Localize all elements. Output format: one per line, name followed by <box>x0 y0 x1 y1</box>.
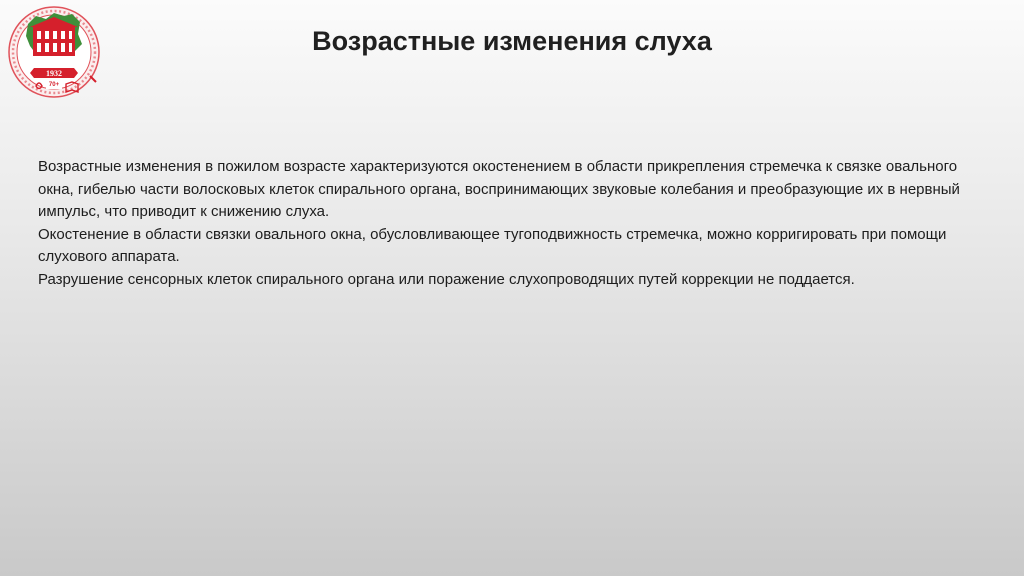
logo-year: 1932 <box>46 69 62 78</box>
slide-title: Возрастные изменения слуха <box>312 26 712 56</box>
paragraph: Возрастные изменения в пожилом возрасте характеризуются окостенением в области прикрепления стремечка к связке овального окна, гибелью части волосковых клеток спирального органа, воспринимающих звуковые колебания и преобразующие их в нервный импульс, что приводит к снижению слуха. <box>38 158 960 220</box>
paragraph: Разрушение сенсорных клеток спирального органа или поражение слухопроводящих путей коррекции не поддается. <box>38 270 855 288</box>
paragraph: Окостенение в области связки овального окна, обусловливающее тугоподвижность стремечка, можно корригировать при помощи слухового аппарата. <box>38 225 947 265</box>
slide-body <box>38 156 988 291</box>
logo-badge: 70+ <box>48 82 60 88</box>
